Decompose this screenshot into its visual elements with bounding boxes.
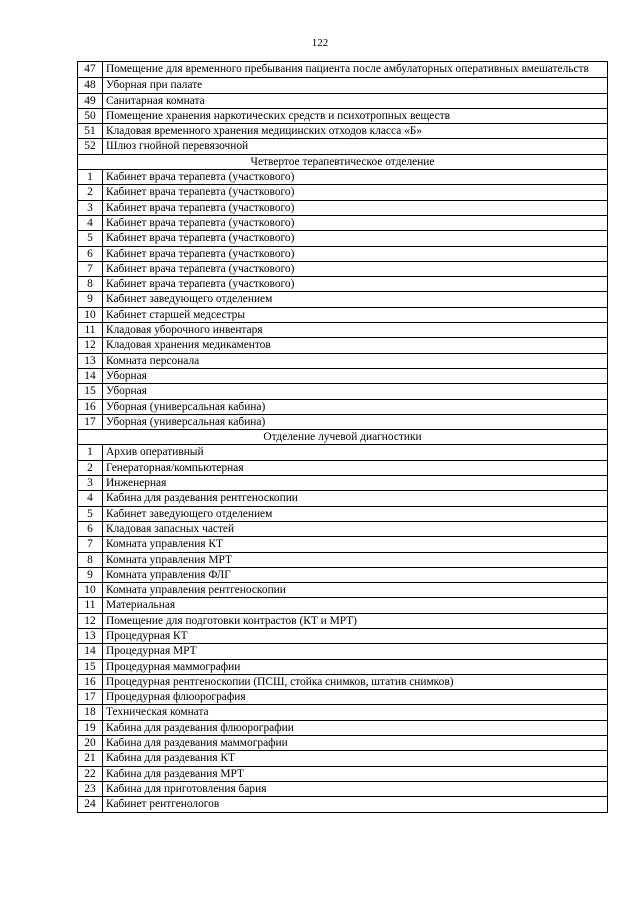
table-row: [78, 445, 608, 460]
table-row: [78, 78, 608, 93]
table-row: [78, 414, 608, 429]
room-name: Уборная: [103, 384, 608, 399]
row-number: 19: [78, 720, 103, 735]
table-row: [78, 368, 608, 383]
row-number: 13: [78, 353, 103, 368]
table-row: [78, 720, 608, 735]
table-row: [78, 200, 608, 215]
table-row: [78, 384, 608, 399]
room-name: Кладовая запасных частей: [103, 521, 608, 536]
table-row: [78, 705, 608, 720]
table-row: [78, 185, 608, 200]
room-name: Кабинет заведующего отделением: [103, 292, 608, 307]
table-row: [78, 399, 608, 414]
table-row: [78, 124, 608, 139]
table-row: [78, 659, 608, 674]
row-number: 51: [78, 124, 103, 139]
table-row: [78, 353, 608, 368]
row-number: 14: [78, 644, 103, 659]
room-name: Кабинет врача терапевта (участкового): [103, 215, 608, 230]
room-name: Кладовая уборочного инвентаря: [103, 323, 608, 338]
table-row: [78, 521, 608, 536]
table-row: [78, 491, 608, 506]
table-row: [78, 506, 608, 521]
row-number: 12: [78, 613, 103, 628]
row-number: 12: [78, 338, 103, 353]
row-number: 16: [78, 399, 103, 414]
row-number: 7: [78, 537, 103, 552]
table-row: [78, 307, 608, 322]
table-row: [78, 261, 608, 276]
room-name: Кабинет врача терапевта (участкового): [103, 277, 608, 292]
row-number: 11: [78, 598, 103, 613]
room-name: Инженерная: [103, 476, 608, 491]
table-row: [78, 108, 608, 123]
room-name: Помещение хранения наркотических средств и психотропных веществ: [103, 108, 608, 123]
room-name: Процедурная рентгеноскопии (ПСШ, стойка снимков, штатив снимков): [103, 674, 608, 689]
table-row: [78, 567, 608, 582]
room-name: Уборная: [103, 368, 608, 383]
row-number: 9: [78, 567, 103, 582]
room-name: Генераторная/компьютерная: [103, 460, 608, 475]
row-number: 52: [78, 139, 103, 154]
row-number: 15: [78, 384, 103, 399]
room-name: Комната управления МРТ: [103, 552, 608, 567]
row-number: 7: [78, 261, 103, 276]
row-number: 13: [78, 628, 103, 643]
table-row: [78, 231, 608, 246]
table-row: [78, 583, 608, 598]
row-number: 10: [78, 307, 103, 322]
table-row: [78, 139, 608, 154]
room-name: Помещение для подготовки контрастов (КТ и МРТ): [103, 613, 608, 628]
table-row: [78, 552, 608, 567]
table-row: [78, 751, 608, 766]
row-number: 5: [78, 506, 103, 521]
room-name: Кабина для раздевания рентгеноскопии: [103, 491, 608, 506]
row-number: 8: [78, 277, 103, 292]
table-row: [78, 246, 608, 261]
table-row: [78, 766, 608, 781]
table-row: [78, 797, 608, 812]
table-row: [78, 736, 608, 751]
room-name: Уборная при палате: [103, 78, 608, 93]
table-row: [78, 460, 608, 475]
table-row: [78, 338, 608, 353]
room-name: Кабинет рентгенологов: [103, 797, 608, 812]
table-row: [78, 537, 608, 552]
room-name: Комната управления рентгеноскопии: [103, 583, 608, 598]
row-number: 4: [78, 215, 103, 230]
row-number: 8: [78, 552, 103, 567]
table-row: [78, 277, 608, 292]
room-name: Комната управления ФЛГ: [103, 567, 608, 582]
room-name: Техническая комната: [103, 705, 608, 720]
room-name: Помещение для временного пребывания пациента после амбулаторных оперативных вмешательств: [103, 62, 608, 78]
room-name: Кабина для приготовления бария: [103, 781, 608, 796]
row-number: 6: [78, 521, 103, 536]
room-name: Кабина для раздевания маммографии: [103, 736, 608, 751]
row-number: 9: [78, 292, 103, 307]
row-number: 23: [78, 781, 103, 796]
row-number: 1: [78, 445, 103, 460]
room-name: Кабинет врача терапевта (участкового): [103, 200, 608, 215]
table-row: [78, 476, 608, 491]
table-row: [78, 170, 608, 185]
room-name: Комната управления КТ: [103, 537, 608, 552]
table-row: [78, 644, 608, 659]
room-name: Кабинет старшей медсестры: [103, 307, 608, 322]
rooms-table: [77, 61, 608, 813]
room-name: Процедурная маммографии: [103, 659, 608, 674]
row-number: 5: [78, 231, 103, 246]
room-name: Кабина для раздевания флюорографии: [103, 720, 608, 735]
room-name: Кабина для раздевания КТ: [103, 751, 608, 766]
rooms-table-body: [78, 62, 608, 813]
row-number: 24: [78, 797, 103, 812]
table-row: [78, 674, 608, 689]
room-name: Материальная: [103, 598, 608, 613]
table-row: [78, 628, 608, 643]
table-row: [78, 292, 608, 307]
room-name: Процедурная флюорография: [103, 690, 608, 705]
row-number: 48: [78, 78, 103, 93]
table-row: [78, 690, 608, 705]
room-name: Комната персонала: [103, 353, 608, 368]
row-number: 10: [78, 583, 103, 598]
page-number: 122: [311, 37, 329, 49]
row-number: 21: [78, 751, 103, 766]
room-name: Уборная (универсальная кабина): [103, 399, 608, 414]
row-number: 11: [78, 323, 103, 338]
row-number: 3: [78, 476, 103, 491]
row-number: 2: [78, 185, 103, 200]
room-name: Санитарная комната: [103, 93, 608, 108]
room-name: Уборная (универсальная кабина): [103, 414, 608, 429]
table-row: [78, 215, 608, 230]
room-name: Кабинет врача терапевта (участкового): [103, 261, 608, 276]
row-number: 15: [78, 659, 103, 674]
row-number: 16: [78, 674, 103, 689]
row-number: 2: [78, 460, 103, 475]
row-number: 18: [78, 705, 103, 720]
room-name: Архив оперативный: [103, 445, 608, 460]
table-row: [78, 93, 608, 108]
room-name: Кабинет заведующего отделением: [103, 506, 608, 521]
row-number: 4: [78, 491, 103, 506]
table-row: [78, 781, 608, 796]
table-row: [78, 323, 608, 338]
row-number: 50: [78, 108, 103, 123]
row-number: 49: [78, 93, 103, 108]
room-name: Кабинет врача терапевта (участкового): [103, 170, 608, 185]
row-number: 6: [78, 246, 103, 261]
row-number: 1: [78, 170, 103, 185]
section-title: Четвертое терапевтическое отделение: [78, 154, 608, 169]
section-header-row: [78, 154, 608, 169]
row-number: 20: [78, 736, 103, 751]
room-name: Процедурная КТ: [103, 628, 608, 643]
section-header-row: [78, 430, 608, 445]
row-number: 3: [78, 200, 103, 215]
section-title: Отделение лучевой диагностики: [78, 430, 608, 445]
table-row: [78, 613, 608, 628]
table-row: [78, 62, 608, 78]
room-name: Кабинет врача терапевта (участкового): [103, 185, 608, 200]
room-name: Кладовая хранения медикаментов: [103, 338, 608, 353]
row-number: 17: [78, 690, 103, 705]
room-name: Шлюз гнойной перевязочной: [103, 139, 608, 154]
room-name: Процедурная МРТ: [103, 644, 608, 659]
room-name: Кабина для раздевания МРТ: [103, 766, 608, 781]
table-row: [78, 598, 608, 613]
row-number: 17: [78, 414, 103, 429]
room-name: Кабинет врача терапевта (участкового): [103, 231, 608, 246]
room-name: Кабинет врача терапевта (участкового): [103, 246, 608, 261]
room-name: Кладовая временного хранения медицинских отходов класса «Б»: [103, 124, 608, 139]
row-number: 47: [78, 62, 103, 78]
row-number: 22: [78, 766, 103, 781]
row-number: 14: [78, 368, 103, 383]
